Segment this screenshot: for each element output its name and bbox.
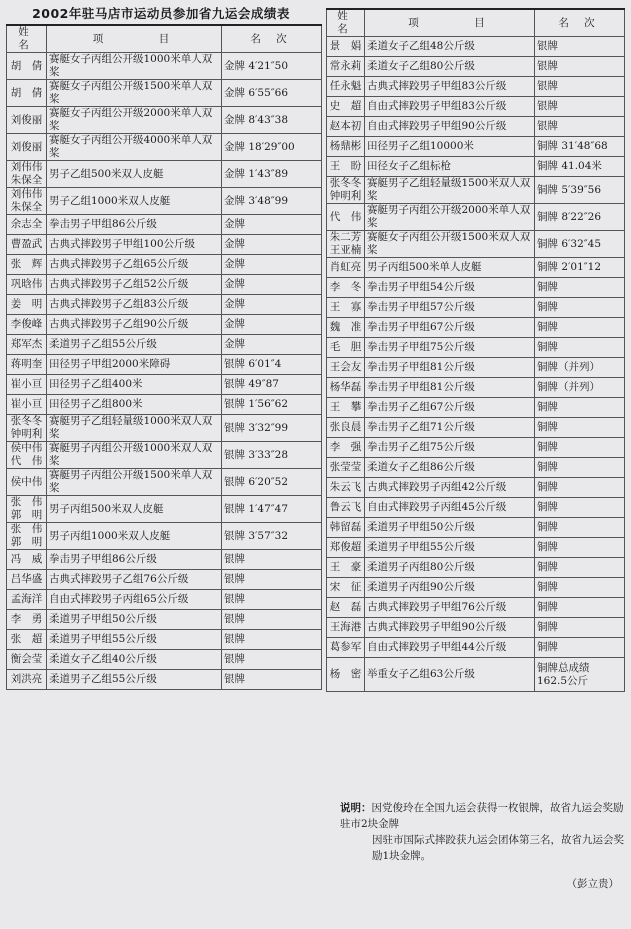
table-row: [7, 107, 322, 134]
event-name: 古典式摔跤男子甲组83公斤级: [365, 77, 535, 97]
result-rank: 铜牌: [535, 478, 625, 498]
event-name: 田径男子乙组400米: [47, 375, 222, 395]
athlete-name: 朱云飞: [327, 478, 365, 498]
event-name: 柔道男子丙组80公斤级: [365, 558, 535, 578]
table-row: [327, 117, 625, 137]
event-name: 赛艇女子丙组公开级1000米单人双桨: [47, 53, 222, 80]
result-rank: 铜牌: [535, 418, 625, 438]
athlete-name: 王海港: [327, 618, 365, 638]
result-rank: 铜牌: [535, 618, 625, 638]
result-rank: 金牌: [222, 235, 322, 255]
athlete-name: 刘洪亮: [7, 670, 47, 690]
event-name: 古典式摔跤男子丙组42公斤级: [365, 478, 535, 498]
table-row: [327, 57, 625, 77]
table-row: [7, 415, 322, 442]
result-rank: 铜牌 8′22″26: [535, 204, 625, 231]
athlete-name: 侯中伟: [7, 469, 47, 496]
athlete-name: 张良晨: [327, 418, 365, 438]
athlete-name: 刘俊丽: [7, 107, 47, 134]
table-row: [7, 255, 322, 275]
result-rank: 银牌: [535, 37, 625, 57]
result-rank: 金牌 8′43″38: [222, 107, 322, 134]
athlete-name: 杨华磊: [327, 378, 365, 398]
athlete-name: 王 盼: [327, 157, 365, 177]
athlete-name: 郑军杰: [7, 335, 47, 355]
result-rank: 铜牌（并列）: [535, 358, 625, 378]
result-rank: 铜牌: [535, 638, 625, 658]
result-rank: 铜牌 31′48″68: [535, 137, 625, 157]
event-name: 男子乙组500米双人皮艇: [47, 161, 222, 188]
athlete-name: 宋 征: [327, 578, 365, 598]
header-event: 项 目: [47, 25, 222, 53]
table-row: [327, 378, 625, 398]
event-name: 举重女子乙组63公斤级: [365, 658, 535, 692]
result-rank: 铜牌: [535, 338, 625, 358]
result-rank: 银牌 49″87: [222, 375, 322, 395]
result-rank: 铜牌 2′01″12: [535, 258, 625, 278]
event-name: 自由式摔跤男子甲组83公斤级: [365, 97, 535, 117]
event-name: 古典式摔跤男子乙组90公斤级: [47, 315, 222, 335]
event-name: 拳击男子甲组67公斤级: [365, 318, 535, 338]
event-name: 柔道男子甲组50公斤级: [47, 610, 222, 630]
athlete-name: 王 豪: [327, 558, 365, 578]
event-name: 自由式摔跤男子丙组65公斤级: [47, 590, 222, 610]
event-name: 拳击男子甲组86公斤级: [47, 550, 222, 570]
result-rank: 银牌: [535, 117, 625, 137]
result-rank: 铜牌: [535, 438, 625, 458]
athlete-name: 景 娟: [327, 37, 365, 57]
event-name: 田径男子乙组800米: [47, 395, 222, 415]
result-rank: 银牌 1′56″62: [222, 395, 322, 415]
event-name: 柔道女子乙组80公斤级: [365, 57, 535, 77]
footnote: [340, 800, 626, 864]
table-row: [7, 355, 322, 375]
table-row: [327, 658, 625, 692]
event-name: 古典式摔跤男子甲组100公斤级: [47, 235, 222, 255]
athlete-name: 魏 准: [327, 318, 365, 338]
athlete-name: 杨鼎彬: [327, 137, 365, 157]
event-name: 赛艇男子乙组轻量级1000米双人双桨: [47, 415, 222, 442]
table-row: [7, 442, 322, 469]
result-rank: 银牌 3′57″32: [222, 523, 322, 550]
result-rank: 金牌: [222, 315, 322, 335]
result-rank: 金牌: [222, 255, 322, 275]
table-row: [327, 37, 625, 57]
event-name: 赛艇男子丙组公开级2000米单人双桨: [365, 204, 535, 231]
result-rank: 铜牌: [535, 458, 625, 478]
athlete-name: 赵本初: [327, 117, 365, 137]
table-row: [7, 570, 322, 590]
result-rank: 金牌 4′21″50: [222, 53, 322, 80]
table-row: [327, 578, 625, 598]
table-row: [327, 358, 625, 378]
event-name: 自由式摔跤男子丙组45公斤级: [365, 498, 535, 518]
table-row: [7, 523, 322, 550]
event-name: 拳击男子甲组54公斤级: [365, 278, 535, 298]
event-name: 拳击男子甲组81公斤级: [365, 358, 535, 378]
event-name: 赛艇男子丙组公开级1500米单人双桨: [47, 469, 222, 496]
event-name: 柔道男子甲组55公斤级: [47, 630, 222, 650]
table-row: [7, 295, 322, 315]
event-name: 柔道男子甲组55公斤级: [365, 538, 535, 558]
table-row: [327, 77, 625, 97]
event-name: 田径男子乙组10000米: [365, 137, 535, 157]
result-rank: 金牌: [222, 295, 322, 315]
result-rank: 铜牌: [535, 278, 625, 298]
athlete-name: 张 伟 郭 明: [7, 496, 47, 523]
athlete-name: 刘伟伟 朱保全: [7, 188, 47, 215]
athlete-name: 李 冬: [327, 278, 365, 298]
event-name: 古典式摔跤男子乙组65公斤级: [47, 255, 222, 275]
athlete-name: 胡 倩: [7, 80, 47, 107]
table-row: [7, 315, 322, 335]
table-row: [7, 395, 322, 415]
athlete-name: 毛 胆: [327, 338, 365, 358]
event-name: 古典式摔跤男子乙组76公斤级: [47, 570, 222, 590]
table-row: [7, 469, 322, 496]
table-row: [327, 478, 625, 498]
athlete-name: 肖虹亮: [327, 258, 365, 278]
athlete-name: 李 强: [327, 438, 365, 458]
result-rank: 银牌 3′33″28: [222, 442, 322, 469]
event-name: 柔道男子乙组55公斤级: [47, 335, 222, 355]
table-row: [327, 231, 625, 258]
result-rank: 银牌 6′20″52: [222, 469, 322, 496]
footnote-label: 说明：: [340, 802, 372, 814]
result-rank: 铜牌总成绩 162.5公斤: [535, 658, 625, 692]
result-rank: 铜牌: [535, 538, 625, 558]
event-name: 柔道女子乙组48公斤级: [365, 37, 535, 57]
table-row: [327, 278, 625, 298]
athlete-name: 孟海洋: [7, 590, 47, 610]
event-name: 柔道女子乙组86公斤级: [365, 458, 535, 478]
athlete-name: 李俊峰: [7, 315, 47, 335]
event-name: 古典式摔跤男子乙组52公斤级: [47, 275, 222, 295]
athlete-name: 杨 密: [327, 658, 365, 692]
athlete-name: 赵 磊: [327, 598, 365, 618]
athlete-name: 史 超: [327, 97, 365, 117]
athlete-name: 王会友: [327, 358, 365, 378]
athlete-name: 张冬冬 钟明利: [7, 415, 47, 442]
header-name: 姓 名: [7, 25, 47, 53]
table-row: [327, 398, 625, 418]
event-name: 古典式摔跤男子乙组83公斤级: [47, 295, 222, 315]
header-rank: 名 次: [535, 9, 625, 37]
result-rank: 铜牌 6′32″45: [535, 231, 625, 258]
event-name: 柔道男子丙组90公斤级: [365, 578, 535, 598]
table-row: [327, 538, 625, 558]
event-name: 拳击男子乙组71公斤级: [365, 418, 535, 438]
event-name: 自由式摔跤男子甲组44公斤级: [365, 638, 535, 658]
result-rank: 铜牌: [535, 298, 625, 318]
right-table-body: [327, 37, 625, 692]
athlete-name: 胡 倩: [7, 53, 47, 80]
result-rank: 铜牌: [535, 498, 625, 518]
athlete-name: 葛参军: [327, 638, 365, 658]
athlete-name: 蒋明奎: [7, 355, 47, 375]
athlete-name: 曹盈武: [7, 235, 47, 255]
athlete-name: 朱二芳 王亚楠: [327, 231, 365, 258]
table-row: [7, 275, 322, 295]
table-row: [327, 518, 625, 538]
result-rank: 银牌: [222, 630, 322, 650]
athlete-name: 张 辉: [7, 255, 47, 275]
event-name: 赛艇女子丙组公开级2000米单人双桨: [47, 107, 222, 134]
event-name: 拳击男子甲组75公斤级: [365, 338, 535, 358]
table-row: [327, 338, 625, 358]
athlete-name: 鲁云飞: [327, 498, 365, 518]
result-rank: 金牌 18′29″00: [222, 134, 322, 161]
athlete-name: 崔小亘: [7, 375, 47, 395]
table-row: [7, 650, 322, 670]
result-rank: 金牌: [222, 275, 322, 295]
event-name: 柔道女子乙组40公斤级: [47, 650, 222, 670]
table-row: [7, 630, 322, 650]
athlete-name: 常永莉: [327, 57, 365, 77]
table-row: [327, 204, 625, 231]
athlete-name: 王 寡: [327, 298, 365, 318]
result-rank: 金牌 3′48″99: [222, 188, 322, 215]
table-row: [7, 590, 322, 610]
table-row: [7, 496, 322, 523]
table-row: [327, 558, 625, 578]
event-name: 男子丙组1000米双人皮艇: [47, 523, 222, 550]
table-row: [7, 161, 322, 188]
athlete-name: 张冬冬 钟明利: [327, 177, 365, 204]
result-rank: 银牌 1′47″47: [222, 496, 322, 523]
result-rank: 铜牌 41.04米: [535, 157, 625, 177]
result-rank: 金牌 1′43″89: [222, 161, 322, 188]
table-row: [327, 97, 625, 117]
event-name: 田径男子甲组2000米障碍: [47, 355, 222, 375]
table-row: [7, 80, 322, 107]
event-name: 拳击男子乙组75公斤级: [365, 438, 535, 458]
result-rank: 银牌: [535, 77, 625, 97]
table-row: [327, 438, 625, 458]
author-credit: （彭立贵）: [566, 878, 619, 890]
event-name: 男子丙组500米双人皮艇: [47, 496, 222, 523]
event-name: 赛艇女子丙组公开级1500米单人双桨: [47, 80, 222, 107]
result-rank: 银牌: [222, 610, 322, 630]
table-row: [7, 550, 322, 570]
event-name: 赛艇男子丙组公开级1000米双人双桨: [47, 442, 222, 469]
athlete-name: 巩晗伟: [7, 275, 47, 295]
footnote-line-1: 因党俊玲在全国九运会获得一枚银牌，故省九运会奖励驻市2块金牌: [340, 802, 624, 830]
result-rank: 银牌: [535, 57, 625, 77]
athlete-name: 张 伟 郭 明: [7, 523, 47, 550]
athlete-name: 衡会莹: [7, 650, 47, 670]
results-table-left: [6, 24, 321, 690]
result-rank: 铜牌: [535, 598, 625, 618]
table-row: [327, 298, 625, 318]
result-rank: 铜牌: [535, 398, 625, 418]
table-row: [7, 670, 322, 690]
result-rank: 银牌: [535, 97, 625, 117]
page-title: 2002年驻马店市运动员参加省九运会成绩表: [32, 6, 290, 21]
athlete-name: 刘俊丽: [7, 134, 47, 161]
result-rank: 银牌: [222, 670, 322, 690]
event-name: 赛艇女子丙组公开级4000米单人双桨: [47, 134, 222, 161]
athlete-name: 张 超: [7, 630, 47, 650]
results-table-right: [326, 8, 624, 692]
table-row: [7, 134, 322, 161]
result-rank: 铜牌: [535, 518, 625, 538]
event-name: 古典式摔跤男子甲组76公斤级: [365, 598, 535, 618]
event-name: 古典式摔跤男子甲组90公斤级: [365, 618, 535, 638]
athlete-name: 吕华盛: [7, 570, 47, 590]
result-rank: 银牌 6′01″4: [222, 355, 322, 375]
athlete-name: 韩留磊: [327, 518, 365, 538]
event-name: 拳击男子甲组57公斤级: [365, 298, 535, 318]
event-name: 赛艇女子丙组公开级1500米双人双桨: [365, 231, 535, 258]
table-row: [7, 610, 322, 630]
footnote-line-2: 因驻市国际式摔跤获九运会团体第三名，故省九运会奖励1块金牌。: [372, 834, 624, 862]
event-name: 柔道男子甲组50公斤级: [365, 518, 535, 538]
table-row: [7, 53, 322, 80]
result-rank: 银牌: [222, 550, 322, 570]
athlete-name: 侯中伟 代 伟: [7, 442, 47, 469]
event-name: 拳击男子甲组81公斤级: [365, 378, 535, 398]
table-row: [327, 157, 625, 177]
table-row: [327, 137, 625, 157]
athlete-name: 姜 明: [7, 295, 47, 315]
result-rank: 金牌 6′55″66: [222, 80, 322, 107]
result-rank: 金牌: [222, 215, 322, 235]
result-rank: 铜牌: [535, 578, 625, 598]
left-table-body: [7, 53, 322, 690]
table-row: [327, 458, 625, 478]
result-rank: 银牌 3′32″99: [222, 415, 322, 442]
table-row: [7, 335, 322, 355]
athlete-name: 任永魁: [327, 77, 365, 97]
athlete-name: 王 攀: [327, 398, 365, 418]
athlete-name: 郑俊超: [327, 538, 365, 558]
athlete-name: 冯 威: [7, 550, 47, 570]
event-name: 男子丙组500米单人皮艇: [365, 258, 535, 278]
table-row: [327, 618, 625, 638]
table-row: [327, 177, 625, 204]
result-rank: 铜牌（并列）: [535, 378, 625, 398]
table-row: [327, 318, 625, 338]
event-name: 自由式摔跤男子甲组90公斤级: [365, 117, 535, 137]
table-row: [327, 638, 625, 658]
result-rank: 银牌: [222, 590, 322, 610]
header-event: 项 目: [365, 9, 535, 37]
result-rank: 金牌: [222, 335, 322, 355]
athlete-name: 崔小亘: [7, 395, 47, 415]
event-name: 赛艇男子乙组轻量级1500米双人双桨: [365, 177, 535, 204]
table-row: [327, 498, 625, 518]
result-rank: 铜牌: [535, 318, 625, 338]
table-row: [7, 188, 322, 215]
table-row: [327, 598, 625, 618]
table-row: [7, 235, 322, 255]
table-row: [327, 418, 625, 438]
header-name: 姓 名: [327, 9, 365, 37]
result-rank: 银牌: [222, 650, 322, 670]
event-name: 拳击男子乙组67公斤级: [365, 398, 535, 418]
event-name: 拳击男子甲组86公斤级: [47, 215, 222, 235]
table-row: [7, 375, 322, 395]
result-rank: 铜牌 5′39″56: [535, 177, 625, 204]
athlete-name: 余志全: [7, 215, 47, 235]
event-name: 田径女子乙组标枪: [365, 157, 535, 177]
event-name: 柔道男子乙组55公斤级: [47, 670, 222, 690]
athlete-name: 李 勇: [7, 610, 47, 630]
header-rank: 名 次: [222, 25, 322, 53]
result-rank: 银牌: [222, 570, 322, 590]
table-row: [7, 215, 322, 235]
athlete-name: 刘伟伟 朱保全: [7, 161, 47, 188]
athlete-name: 代 伟: [327, 204, 365, 231]
result-rank: 铜牌: [535, 558, 625, 578]
event-name: 男子乙组1000米双人皮艇: [47, 188, 222, 215]
athlete-name: 张莹莹: [327, 458, 365, 478]
table-row: [327, 258, 625, 278]
